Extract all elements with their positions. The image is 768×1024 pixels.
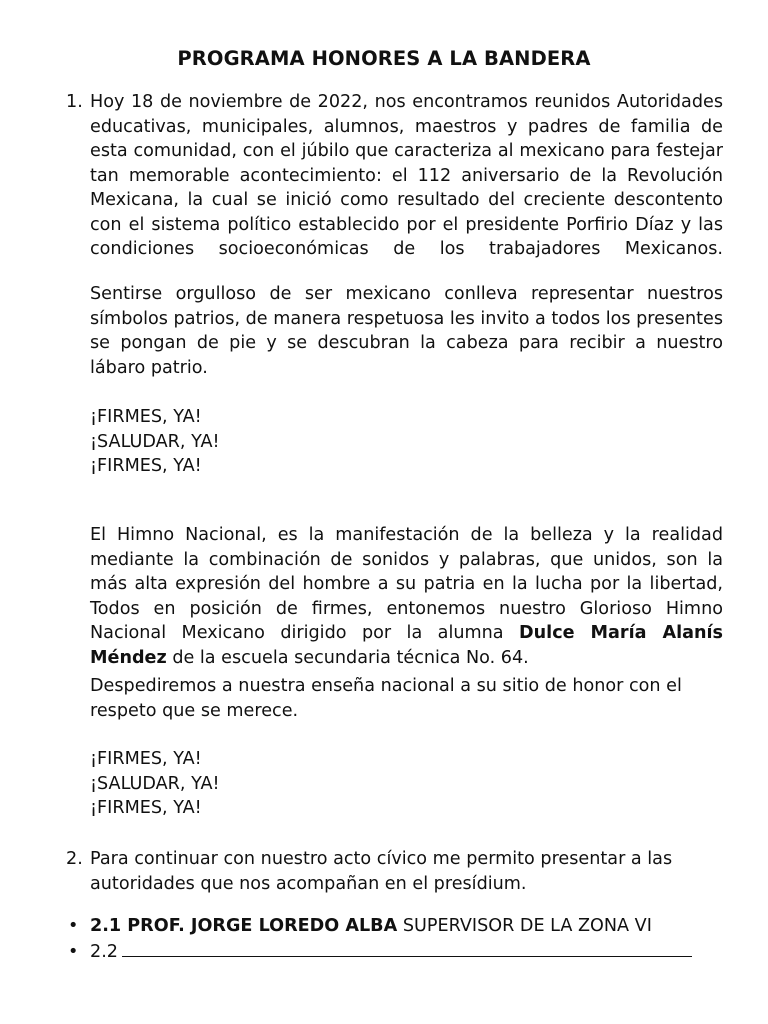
paragraph-farewell: Despediremos a nuestra enseña nacional a su sitio de honor con el respeto que se merece. — [90, 676, 682, 721]
paragraph-intro: Hoy 18 de noviembre de 2022, nos encontramos reunidos Autoridades educativas, municipales, alumnos, maestros y padres de familia de esta comunidad, con el júbilo que caracteriza al mexicano para festejar tan memorable acontecimiento: el 112 aniversario de la Revolución Mexicana, la cual se inició como resultado del creciente descontento con el sistema político establecido por el presidente Porfirio Díaz y las condiciones socioeconómicas de los trabajadores Mexicanos. — [90, 92, 723, 259]
anthem-school: de la escuela secundaria técnica No. 64. — [172, 647, 529, 668]
bullet-item-2 — [68, 940, 708, 965]
authority-name: 2.1 PROF. JORGE LOREDO ALBA — [90, 916, 398, 936]
bullet-item-1 — [68, 914, 708, 939]
list-item-1 — [66, 90, 723, 262]
command-line: ¡SALUDAR, YA! — [90, 431, 220, 452]
list-item-2 — [66, 847, 723, 896]
bullet-icon: • — [68, 916, 79, 936]
command-line: ¡FIRMES, YA! — [90, 407, 202, 427]
commands-group-2 — [90, 747, 723, 821]
command-line: ¡SALUDAR, YA! — [90, 773, 220, 794]
command-line: ¡FIRMES, YA! — [90, 456, 202, 476]
bullet-icon: • — [68, 942, 79, 962]
paragraph-authorities: Para continuar con nuestro acto cívico me permito presentar a las autoridades que nos acompañan en el presídium. — [90, 849, 673, 894]
authority-role: SUPERVISOR DE LA ZONA VI — [402, 916, 652, 936]
anthem-text: El Himno Nacional, es la manifestación de la belleza y la realidad mediante la combinación de sonidos y palabras, que unidos, son la más alta expresión del hombre a su patria en la lucha por la libertad, Todos en posición de firmes, entonemos nuestro Glorioso Himno Nacional Mexicano dirigido por la alumna — [90, 525, 723, 643]
list-number-1: 1. — [66, 92, 83, 112]
command-line: ¡FIRMES, YA! — [90, 749, 202, 769]
authority-number: 2.2 — [90, 942, 118, 962]
command-line: ¡FIRMES, YA! — [90, 798, 202, 818]
list-number-2: 2. — [66, 849, 83, 869]
student-name: Dulce María Alanís Méndez — [90, 623, 724, 668]
paragraph-symbols: Sentirse orgulloso de ser mexicano conlleva representar nuestros símbolos patrios, de manera respetuosa les invito a todos los presentes se pongan de pie y se descubran la cabeza para recibir a nuestro lábaro patrio. — [90, 284, 723, 378]
paragraph-anthem — [90, 523, 723, 670]
commands-group-1 — [90, 405, 723, 479]
page-title: PROGRAMA HONORES A LA BANDERA — [177, 47, 591, 70]
blank-fill-line — [122, 940, 692, 957]
